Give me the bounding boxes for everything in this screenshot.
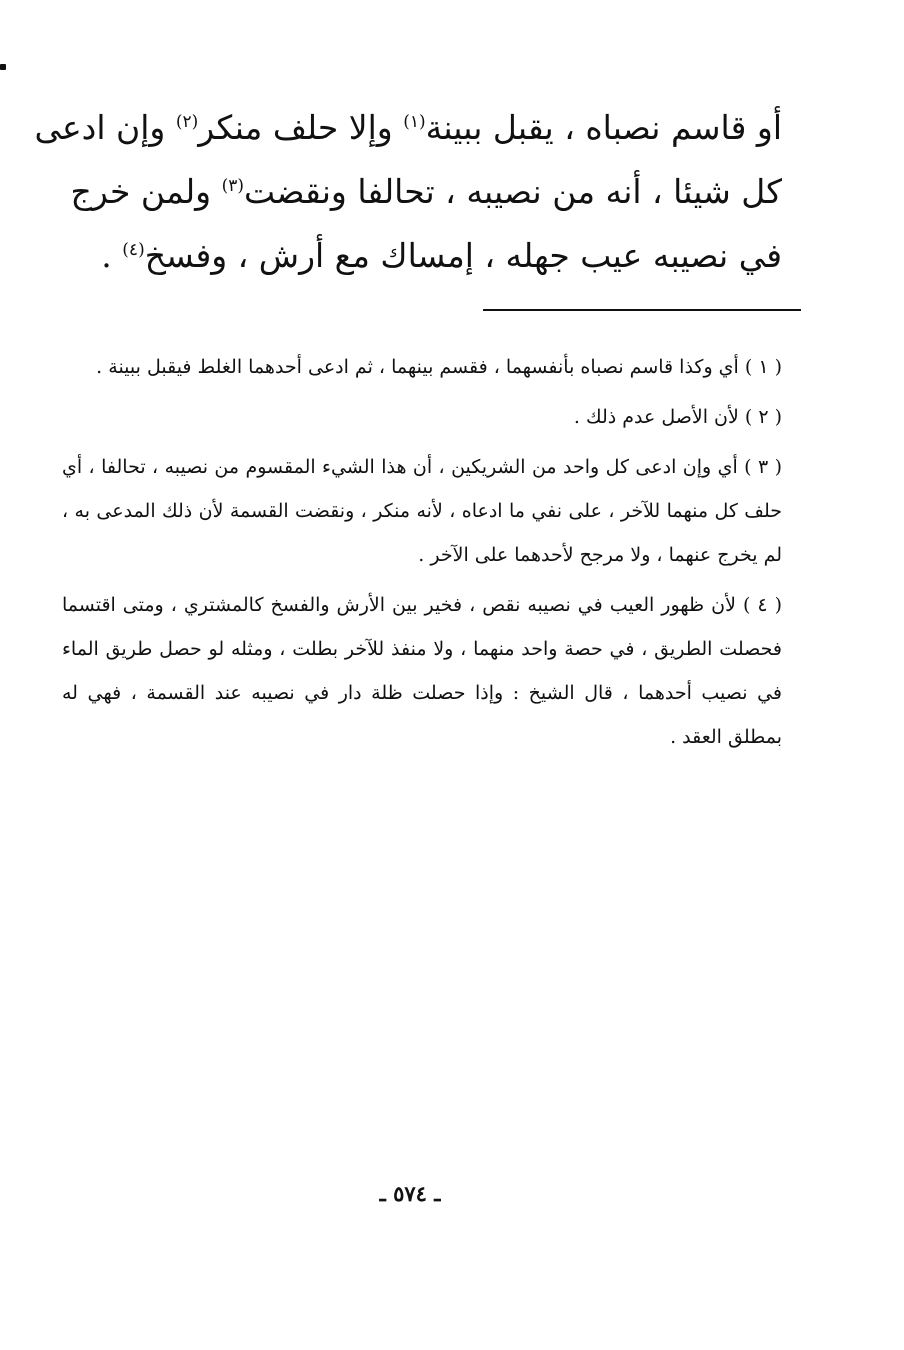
main-text-line bbox=[34, 96, 782, 160]
footnote-2 bbox=[62, 395, 782, 439]
main-text-fragment: . bbox=[101, 236, 123, 275]
footnote-reference: (١) bbox=[403, 112, 426, 132]
footnote-number: ( ٣ ) bbox=[744, 456, 783, 478]
main-text-fragment: وإن ادعى bbox=[34, 108, 176, 147]
main-text-line bbox=[70, 160, 782, 224]
footnotes bbox=[62, 345, 782, 765]
main-text-fragment: وإلا حلف منكر bbox=[198, 108, 404, 147]
main-text-fragment: أو قاسم نصباه ، يقبل ببينة bbox=[425, 108, 782, 147]
footnote-reference: (٣) bbox=[221, 176, 245, 196]
main-text-fragment: ولمن خرج bbox=[70, 172, 222, 211]
footnote-number: ( ٢ ) bbox=[744, 406, 782, 428]
page-number: ـ ٥٧٤ ـ bbox=[379, 1181, 441, 1206]
main-text bbox=[34, 96, 782, 288]
footnote-1 bbox=[62, 345, 782, 389]
footnote-number: ( ١ ) bbox=[744, 356, 782, 378]
footnote-text: لأن الأصل عدم ذلك . bbox=[573, 406, 739, 428]
footnote-text: أي وإن ادعى كل واحد من الشريكين ، أن هذا الشيء المقسوم من نصيبه ، تحالفا ، أي حلف كل منهما للآخر ، على نفي ما ادعاه ، لأنه منكر ، ونقضت القسمة لأن ذلك المدعى به ، لم يخرج عنهما ، ولا مرجح لأحدهما على الآخر . bbox=[62, 456, 782, 566]
footnote-text: لأن ظهور العيب في نصيبه نقص ، فخير بين الأرش والفسخ كالمشتري ، ومتى اقتسما فحصلت الطريق ، في حصة واحد منهما ، ولا منفذ للآخر بطلت ، ومثله لو حصل طريق الماء في نصيب أحدهما ، قال الشيخ : وإذا حصلت ظلة دار في نصيبه عند القسمة ، فهي له بمطلق العقد . bbox=[62, 594, 782, 748]
footnote-number: ( ٤ ) bbox=[742, 594, 782, 616]
main-text-fragment: في نصيبه عيب جهله ، إمساك مع أرش ، وفسخ bbox=[144, 236, 782, 275]
main-text-fragment: كل شيئا ، أنه من نصيبه ، تحالفا ونقضت bbox=[244, 172, 782, 211]
footnote-4 bbox=[62, 583, 782, 759]
footnote-3 bbox=[62, 445, 782, 577]
footnote-reference: (٢) bbox=[175, 112, 199, 132]
main-text-line bbox=[70, 224, 782, 288]
footnote-reference: (٤) bbox=[122, 240, 145, 260]
footnote-separator bbox=[483, 309, 801, 311]
footnote-text: أي وكذا قاسم نصباه بأنفسهما ، فقسم بينهما ، ثم ادعى أحدهما الغلط فيقبل ببينة . bbox=[96, 356, 739, 378]
margin-mark bbox=[0, 64, 6, 70]
